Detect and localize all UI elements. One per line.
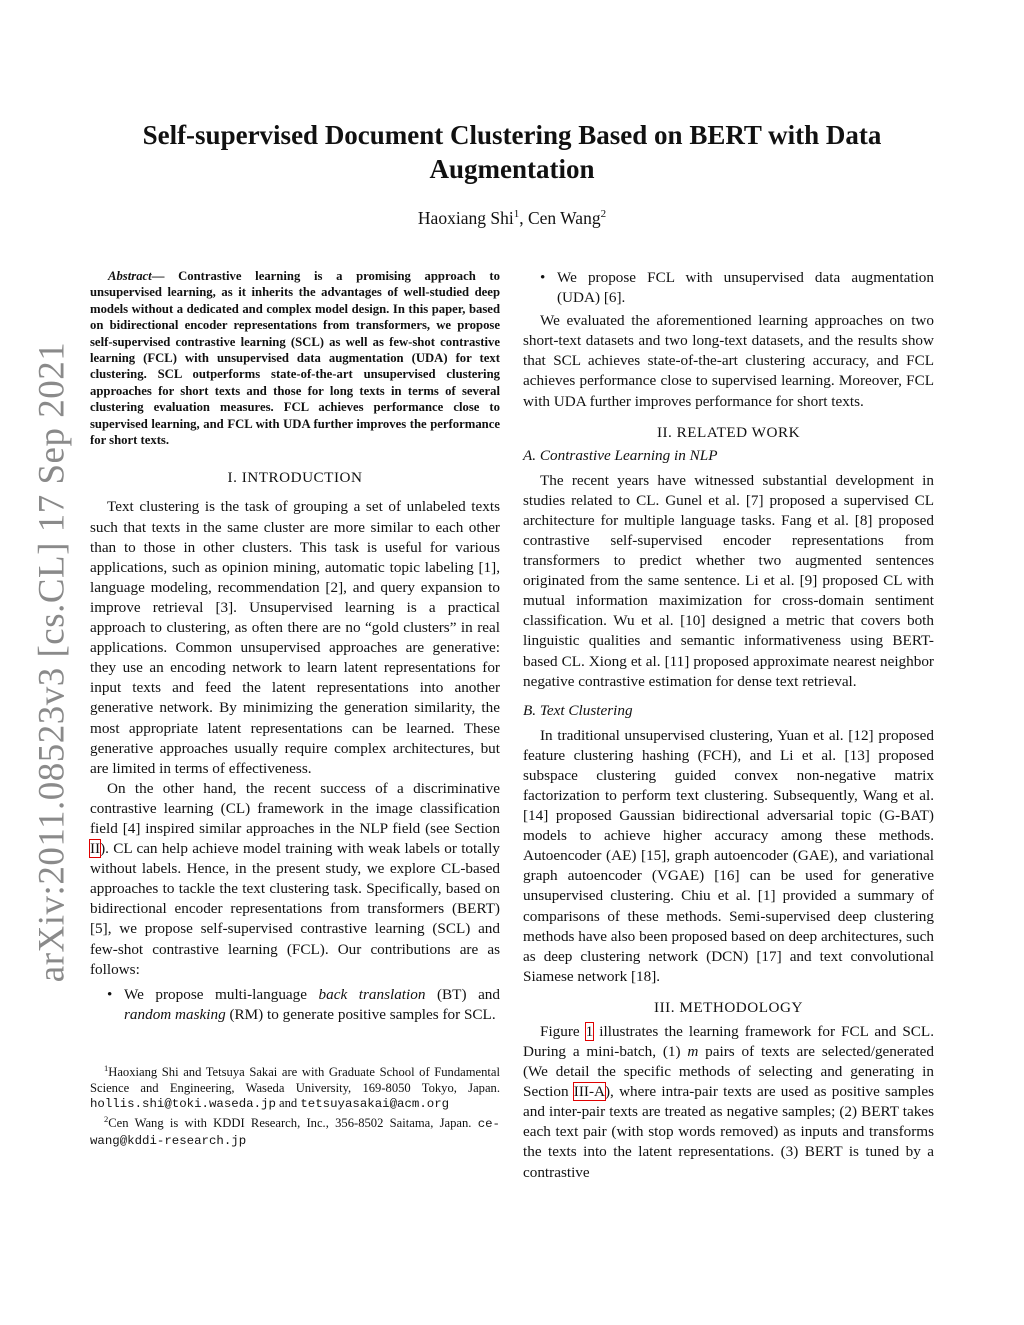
contribution-bullet-2: • We propose FCL with unsupervised data augmentation (UDA) [6]. <box>540 269 934 307</box>
left-column <box>90 268 500 1149</box>
intro-paragraph-2: On the other hand, the recent success of a discriminative contrastive learning (CL) framework in the image classification field [4] inspired similar approaches in the NLP field (see Section II). CL can help achieve model training with weak labels or totally without labels. Hence, in the present study, we explore CL-based approaches to tackle the text clustering task. Specifically, based on bidirectional encoder representations from transformers (BERT) [5], we propose self-supervised contrastive learning (SCL) and few-shot contrastive learning (FCL). Our contributions are as follows: <box>90 779 500 978</box>
author-2-affiliation: 2 <box>600 208 607 221</box>
contribution-bullet-1: • We propose multi-language back translation (BT) and random masking (RM) to generate positive samples for SCL. <box>107 985 500 1023</box>
bullet-dot-icon: • <box>540 269 546 286</box>
footnote-1: $^1$Haoxiang Shi and Tetsuya Sakai are with Graduate School of Fundamental Science and Engineering, Waseda University, 169-8050 Tokyo, Japan. hollis.shi@toki.waseda.jp and tetsuyasakai@acm.org <box>90 1062 500 1111</box>
footnotes <box>90 1061 500 1149</box>
subsection-heading-clustering: B. Text Clustering <box>523 701 633 719</box>
author-line: Haoxiang Shi$^1$, Cen Wang$^2$ <box>417 208 607 228</box>
section-link-II[interactable]: II <box>90 840 101 858</box>
method-paragraph-1: Figure 1 illustrates the learning framework for FCL and SCL. During a mini-batch, (1) m pairs of texts are selected/generated (We detail the specific methods of selecting and generating in Section III-A), where intra-pair texts are used as positive samples and inter-pair texts are treated as negative samples; (2) BERT takes each text pair (with stop words removed) as inputs and transforms the texts into the latent representations. (3) BERT is tuned by a contrastive <box>523 1022 934 1181</box>
author-1: Haoxiang Shi <box>417 208 514 228</box>
section-heading-related-work: II. RELATED WORK <box>656 423 801 441</box>
related-paragraph-b: In traditional unsupervised clustering, Yuan et al. [12] proposed feature clustering hashing (FCH), and Li et al. [13] proposed subspace clustering guided convex non-negative matrix factorization to perform text clustering. Subsequently, Wang et al. [14] proposed Gaussian bidirectional adversarial topic (G-BAT) models to achieve higher accuracy among these methods. Autoencoder (AE) [15], graph autoencoder (GAE), and variational graph autoencoder (VGAE) [16] can be used for generative unsupervised clustering. Chiu et al. [1] provided a summary of comparisons of these methods. Semi-supervised deep clustering methods have also been proposed based on deep architectures, such as deep clustering network (DCN) [17] and text convolutional Siamese network [18]. <box>523 726 934 985</box>
abstract <box>90 268 500 448</box>
section-heading-methodology: III. METHODOLOGY <box>654 998 803 1016</box>
intro-paragraph-1: Text clustering is the task of grouping a set of unlabeled texts such that texts in the same cluster are more similar to each other than to those in other clusters. This task is useful for various applications, such as opinion mining, automatic topic labeling [1], language modeling, recommendation [2], and query expansion to improve retrieval [3]. Unsupervised learning is a practical approach to clustering, as often there are no “gold clusters” in real applications. Common unsupervised approaches are generative: they use an encoding network to learn latent representations for input texts and feed the latent representations into another generative network. By minimizing the generation similarity, the most appropriate latent representations can be learned. These generative approaches usually require complex architectures, but are limited in terms of effectiveness. <box>90 498 500 777</box>
email-link[interactable]: ce-wang@kddi-research.jp <box>90 1117 500 1148</box>
right-column <box>523 268 934 1183</box>
author-1-affiliation: 1 <box>513 208 520 221</box>
footnote-2: $^2$Cen Wang is with KDDI Research, Inc., 356-8502 Saitama, Japan. ce-wang@kddi-research.jp <box>90 1114 500 1148</box>
section-heading-introduction: I. INTRODUCTION <box>227 469 363 487</box>
email-link[interactable]: hollis.shi@toki.waseda.jp <box>90 1096 276 1111</box>
math-variable-m: m <box>687 1043 699 1060</box>
section-link-III-A[interactable]: III-A <box>573 1083 605 1101</box>
author-2: Cen Wang <box>527 208 601 228</box>
intro-paragraph-3: We evaluated the aforementioned learning approaches on two short-text datasets and two long-text datasets, and the results show that SCL achieves state-of-the-art clustering accuracy, and FCL achieves performance close to supervised learning. Moreover, FCL with UDA further improves performance for short texts. <box>523 312 934 410</box>
arxiv-identifier: arXiv:2011.08523v3 [cs.CL] 17 Sep 2021 <box>31 341 73 983</box>
paper-title: Self-supervised Document Clustering Based on BERT with Data Augmentation <box>142 120 882 184</box>
email-link[interactable]: tetsuyasakai@acm.org <box>300 1096 450 1111</box>
related-paragraph-a: The recent years have witnessed substantial development in studies related to CL. Gunel et al. [7] proposed a supervised CL architecture for multiple language tasks. Fang et al. [8] proposed contrastive self-supervised encoder representations from transformers to predict whether two augmented sentences originated from the same sentence. Li et al. [9] proposed CL with mutual information maximization for cross-domain sentiment classification. Wu et al. [10] designed a metric that covers both linguistic qualities and semantic informativeness using BERT-based CL. Xiong et al. [11] proposed approximate nearest neighbor negative contrastive estimation for dense text retrieval. <box>523 471 934 690</box>
bullet-dot-icon: • <box>107 985 113 1003</box>
abstract-text: — Contrastive learning is a promising approach to unsupervised learning, as it inherits the advantages of well-studied deep models without a dedicated and complex model design. In this paper, based on bidirectional encoder representations from transformers, we propose self-supervised contrastive learning (SCL) as well as few-shot contrastive learning (FCL) with unsupervised data augmentation (UDA) for text clustering. SCL outperforms state-of-the-art unsupervised clustering approaches for short texts and those for long texts in terms of several clustering evaluation measures. FCL achieves performance close to supervised learning, and FCL with UDA further improves the performance for short texts. <box>90 269 500 448</box>
subsection-heading-contrastive: A. Contrastive Learning in NLP <box>523 446 718 464</box>
figure-link-1[interactable]: 1 <box>585 1022 594 1040</box>
abstract-label: Abstract <box>108 269 152 283</box>
